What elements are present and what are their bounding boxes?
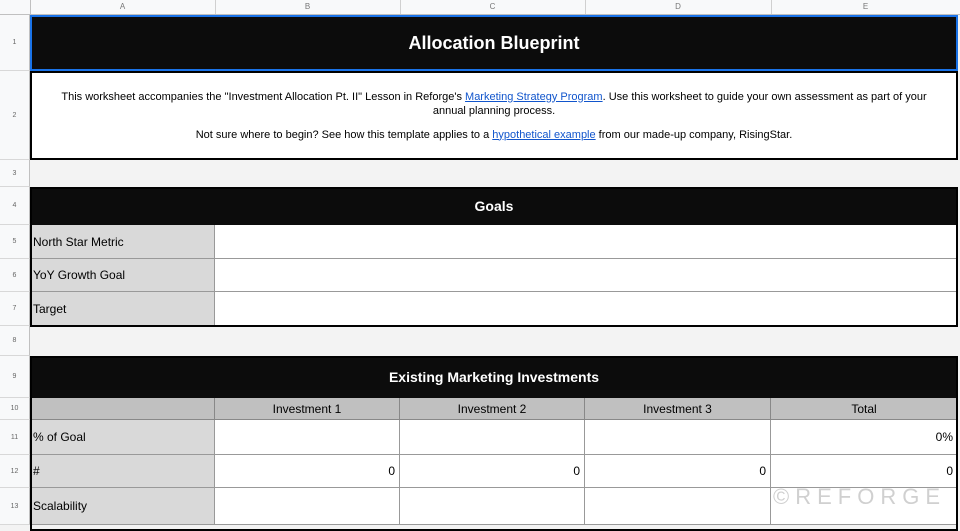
count-investment-3[interactable]: 0 — [585, 455, 771, 488]
count-total[interactable]: 0 — [771, 455, 958, 488]
goals-header[interactable]: Goals — [30, 187, 958, 225]
column-header-e[interactable]: E — [771, 0, 960, 14]
goal-value-north-star[interactable] — [215, 225, 958, 259]
row-header-8[interactable]: 8 — [0, 326, 30, 356]
investment-3-header[interactable]: Investment 3 — [585, 398, 771, 420]
count-investment-1[interactable]: 0 — [215, 455, 400, 488]
goal-label-north-star[interactable]: North Star Metric — [30, 225, 215, 259]
intro-cell[interactable] — [30, 71, 958, 160]
investment-2-header[interactable]: Investment 2 — [400, 398, 585, 420]
goal-label-yoy-growth[interactable]: YoY Growth Goal — [30, 259, 215, 292]
column-header-bar — [0, 0, 960, 15]
goal-value-yoy-growth[interactable] — [215, 259, 958, 292]
count-investment-2[interactable]: 0 — [400, 455, 585, 488]
intro-line-2-text-end: from our made-up company, RisingStar. — [595, 128, 793, 141]
row-header-11[interactable]: 11 — [0, 420, 30, 455]
row-label-scalability[interactable]: Scalability — [30, 488, 215, 525]
intro-line-1-text-end: . Use this worksheet to guide your own assessment as part of your annual planning process. — [432, 90, 927, 117]
column-header-d[interactable]: D — [585, 0, 772, 14]
column-header-a[interactable]: A — [30, 0, 216, 14]
page-title[interactable]: Allocation Blueprint — [30, 15, 958, 71]
row-header-10[interactable]: 10 — [0, 398, 30, 420]
percent-of-goal-investment-1[interactable] — [215, 420, 400, 455]
row-header-1[interactable]: 1 — [0, 15, 30, 71]
percent-of-goal-investment-2[interactable] — [400, 420, 585, 455]
scalability-investment-1[interactable] — [215, 488, 400, 525]
intro-line-1 — [46, 90, 942, 118]
row-header-13[interactable]: 13 — [0, 488, 30, 525]
intro-line-2-text: Not sure where to begin? See how this template applies to a — [195, 128, 493, 141]
row-header-7[interactable]: 7 — [0, 292, 30, 326]
goal-label-target[interactable]: Target — [30, 292, 215, 326]
row-header-4[interactable]: 4 — [0, 187, 30, 225]
percent-of-goal-investment-3[interactable] — [585, 420, 771, 455]
investment-1-header[interactable]: Investment 1 — [215, 398, 400, 420]
row-header-5[interactable]: 5 — [0, 225, 30, 259]
row-header-3[interactable]: 3 — [0, 160, 30, 187]
column-header-b[interactable]: B — [215, 0, 401, 14]
intro-line-2 — [196, 128, 793, 142]
row-label-percent-of-goal[interactable]: % of Goal — [30, 420, 215, 455]
scalability-investment-3[interactable] — [585, 488, 771, 525]
goal-value-target[interactable] — [215, 292, 958, 326]
select-all-corner[interactable] — [0, 0, 31, 14]
reforge-watermark: ©REFORGE — [773, 484, 946, 509]
marketing-strategy-program-link[interactable]: Marketing Strategy Program — [465, 90, 603, 103]
intro-line-1-text: This worksheet accompanies the "Investment Allocation Pt. II" Lesson in Reforge's — [61, 90, 466, 103]
column-header-c[interactable]: C — [400, 0, 586, 14]
row-header-9[interactable]: 9 — [0, 356, 30, 398]
percent-of-goal-total[interactable]: 0% — [771, 420, 958, 455]
hypothetical-example-link[interactable]: hypothetical example — [492, 128, 596, 141]
investments-corner-cell[interactable] — [30, 398, 215, 420]
investments-header[interactable]: Existing Marketing Investments — [30, 356, 958, 398]
scalability-investment-2[interactable] — [400, 488, 585, 525]
total-header[interactable]: Total — [771, 398, 958, 420]
row-header-6[interactable]: 6 — [0, 259, 30, 292]
row-header-12[interactable]: 12 — [0, 455, 30, 488]
row-header-2[interactable]: 2 — [0, 71, 30, 160]
row-label-count[interactable]: # — [30, 455, 215, 488]
